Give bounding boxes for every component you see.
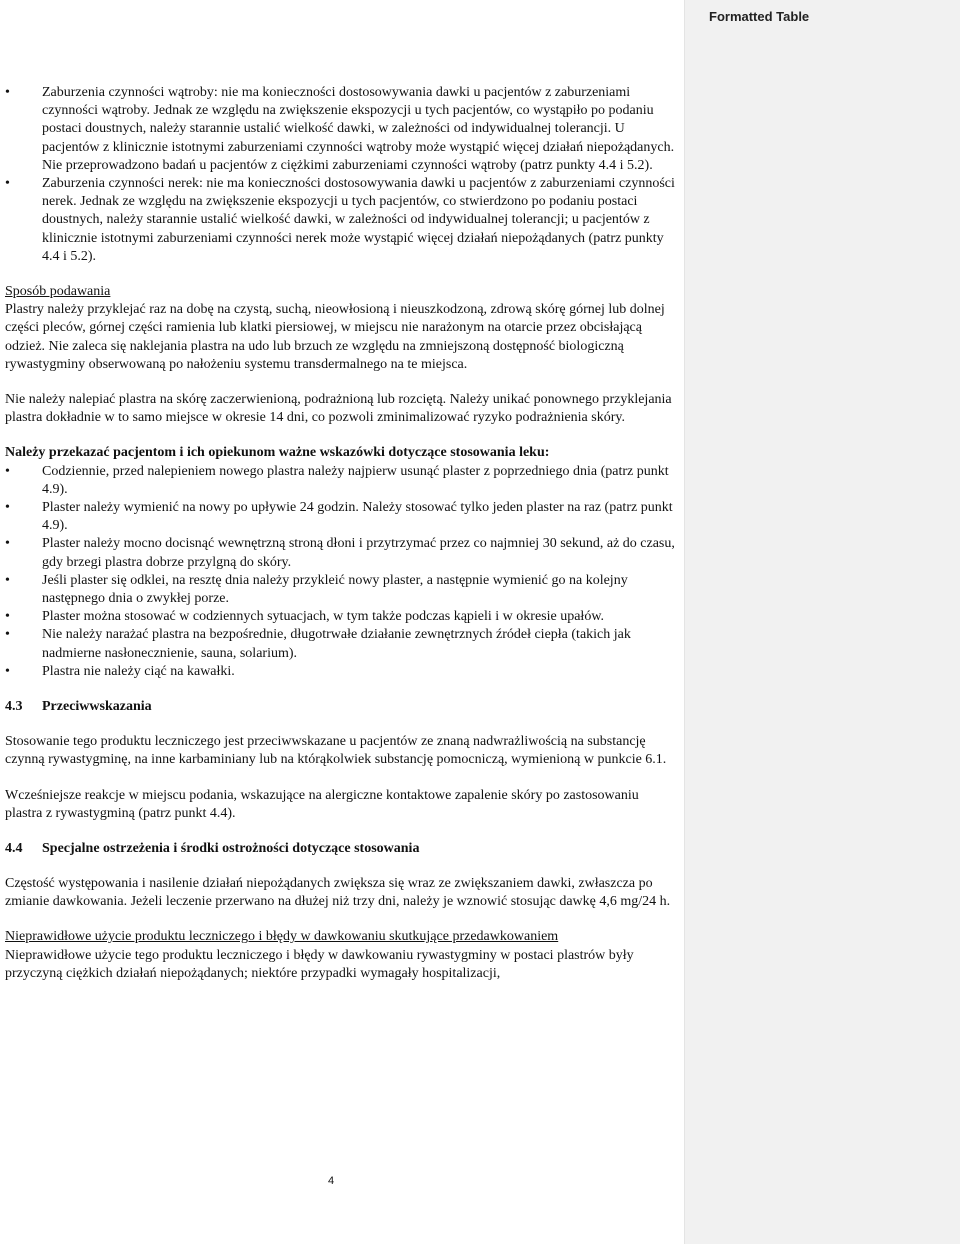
instructions-heading: Należy przekazać pacjentom i ich opiekunom ważne wskazówki dotyczące stosowania leku: [5,445,550,461]
list-item: • Plaster można stosować w codziennych sytuacjach, w tym także podczas kąpieli i w okresie upałów. [5,608,677,626]
section-4-3-paragraph-2: Wcześniejsze reakcje w miejscu podania, wskazujące na alergiczne kontaktowe zapalenie skóry po zastosowaniu plastra z rywastygminą (patrz punkt 4.4). [5,787,639,821]
list-item: • Plaster należy mocno docisnąć wewnętrzną stroną dłoni i przytrzymać przez co najmniej 30 sekund, aż do czasu, gdy brzegi plastra dobrze przylgną do skóry. [5,535,677,571]
list-item: • Zaburzenia czynności wątroby: nie ma konieczności dostosowywania dawki u pacjentów z zaburzeniami czynności wątroby. Jednak ze względu na zwiększenie ekspozycji u tych pacjentów, co wystąpiło po podaniu postaci doustnych, należy starannie ustalić wielkość dawki, w zależności od indywidualnej tolerancji. U pacjentów z klinicznie istotnymi zaburzeniami czynności wątroby może wystąpić więcej działań niepożądanych. Nie przeprowadzono badań u pacjentów z ciężkimi zaburzeniami czynności wątroby (patrz punkty 4.4 i 5.2). [5,84,677,175]
section-title: Specjalne ostrzeżenia i środki ostrożności dotyczące stosowania [42,840,420,856]
administration-paragraph-1: Plastry należy przyklejać raz na dobę na czystą, suchą, nieowłosioną i nieuszkodzoną, zdrową skórę górnej lub dolnej części pleców, górnej części ramienia lub klatki piersiowej, w miejscu nie narażonym na otarcie przez obcisłającą odzież. Nie zaleca się naklejania plastra na udo lub brzuch ze względu na zmniejszoną dostępność biologiczną rywastygminy obserwowaną po nałożeniu systemu transdermalnego na te miejsca. [5,302,665,372]
list-item: • Jeśli plaster się odklei, na resztę dnia należy przykleić nowy plaster, a następnie wymienić go na kolejny następnego dnia o zwykłej porze. [5,572,677,608]
sidebar-title: Formatted Table [709,9,810,24]
list-item: • Nie należy narażać plastra na bezpośrednie, długotrwałe działanie zewnętrznych źródeł ciepła (takich jak nadmierne nasłonecznienie, sauna, solarium). [5,626,677,662]
section-4-4-subheading: Nieprawidłowe użycie produktu leczniczego i błędy w dawkowaniu skutkujące przedawkowaniem [5,929,559,945]
document-body [5,84,677,983]
list-item: • Zaburzenia czynności nerek: nie ma konieczności dostosowywania dawki u pacjentów z zaburzeniami czynności nerek. Jednak ze względu na zwiększenie ekspozycji u tych pacjentów, co stwierdzono po podaniu postaci doustnych, należy starannie ustalić wielkość dawki, w zależności od indywidualnej tolerancji; u pacjentów z klinicznie istotnymi zaburzeniami czynności nerek może wystąpić więcej działań niepożądanych (patrz punkty 4.4 i 5.2). [5,175,677,266]
section-4-3-heading [5,698,677,716]
comment-sidebar [684,0,960,1244]
section-4-4-paragraph-2: Nieprawidłowe użycie tego produktu leczniczego i błędy w dawkowaniu rywastygminy w postaci plastrów były przyczyną ciężkich działań niepożądanych; niektóre przypadki wymagały hospitalizacji, [5,947,634,981]
section-4-3-paragraph-1: Stosowanie tego produktu leczniczego jest przeciwwskazane u pacjentów ze znaną nadwrażliwością na substancję czynną rywastygminę, na inne karbaminiany lub na którąkolwiek substancję pomocniczą, wymienioną w punkcie 6.1. [5,734,667,768]
administration-heading: Sposób podawania [5,284,111,300]
list-item: • Codziennie, przed nalepieniem nowego plastra należy najpierw usunąć plaster z poprzedniego dnia (patrz punkt 4.9). [5,463,677,499]
section-title: Przeciwwskazania [42,699,152,715]
section-number: 4.3 [5,699,23,715]
section-4-4-paragraph-1: Częstość występowania i nasilenie działań niepożądanych zwiększa się wraz ze zwiększaniem dawki, zwłaszcza po zmianie dawkowania. Jeżeli leczenie przerwano na dłużej niż trzy dni, należy je wznowić stosując dawkę 4,6 mg/24 h. [5,875,671,910]
instructions-list [5,463,677,681]
intro-bullet-list [5,84,677,266]
page-number: 4 [328,1175,335,1187]
administration-paragraph-2: Nie należy nalepiać plastra na skórę zaczerwienioną, podrażnioną lub rozciętą. Należy unikać ponownego przyklejania plastra dokładnie w to samo miejsce w okresie 14 dni, co pozwoli zminimalizować ryzyko podrażnienia skóry. [5,392,672,426]
section-number: 4.4 [5,840,23,856]
list-item: • Plastra nie należy ciąć na kawałki. [5,663,677,681]
list-item: • Plaster należy wymienić na nowy po upływie 24 godzin. Należy stosować tylko jeden plaster na raz (patrz punkt 4.9). [5,499,677,535]
section-4-4-heading [5,840,677,858]
